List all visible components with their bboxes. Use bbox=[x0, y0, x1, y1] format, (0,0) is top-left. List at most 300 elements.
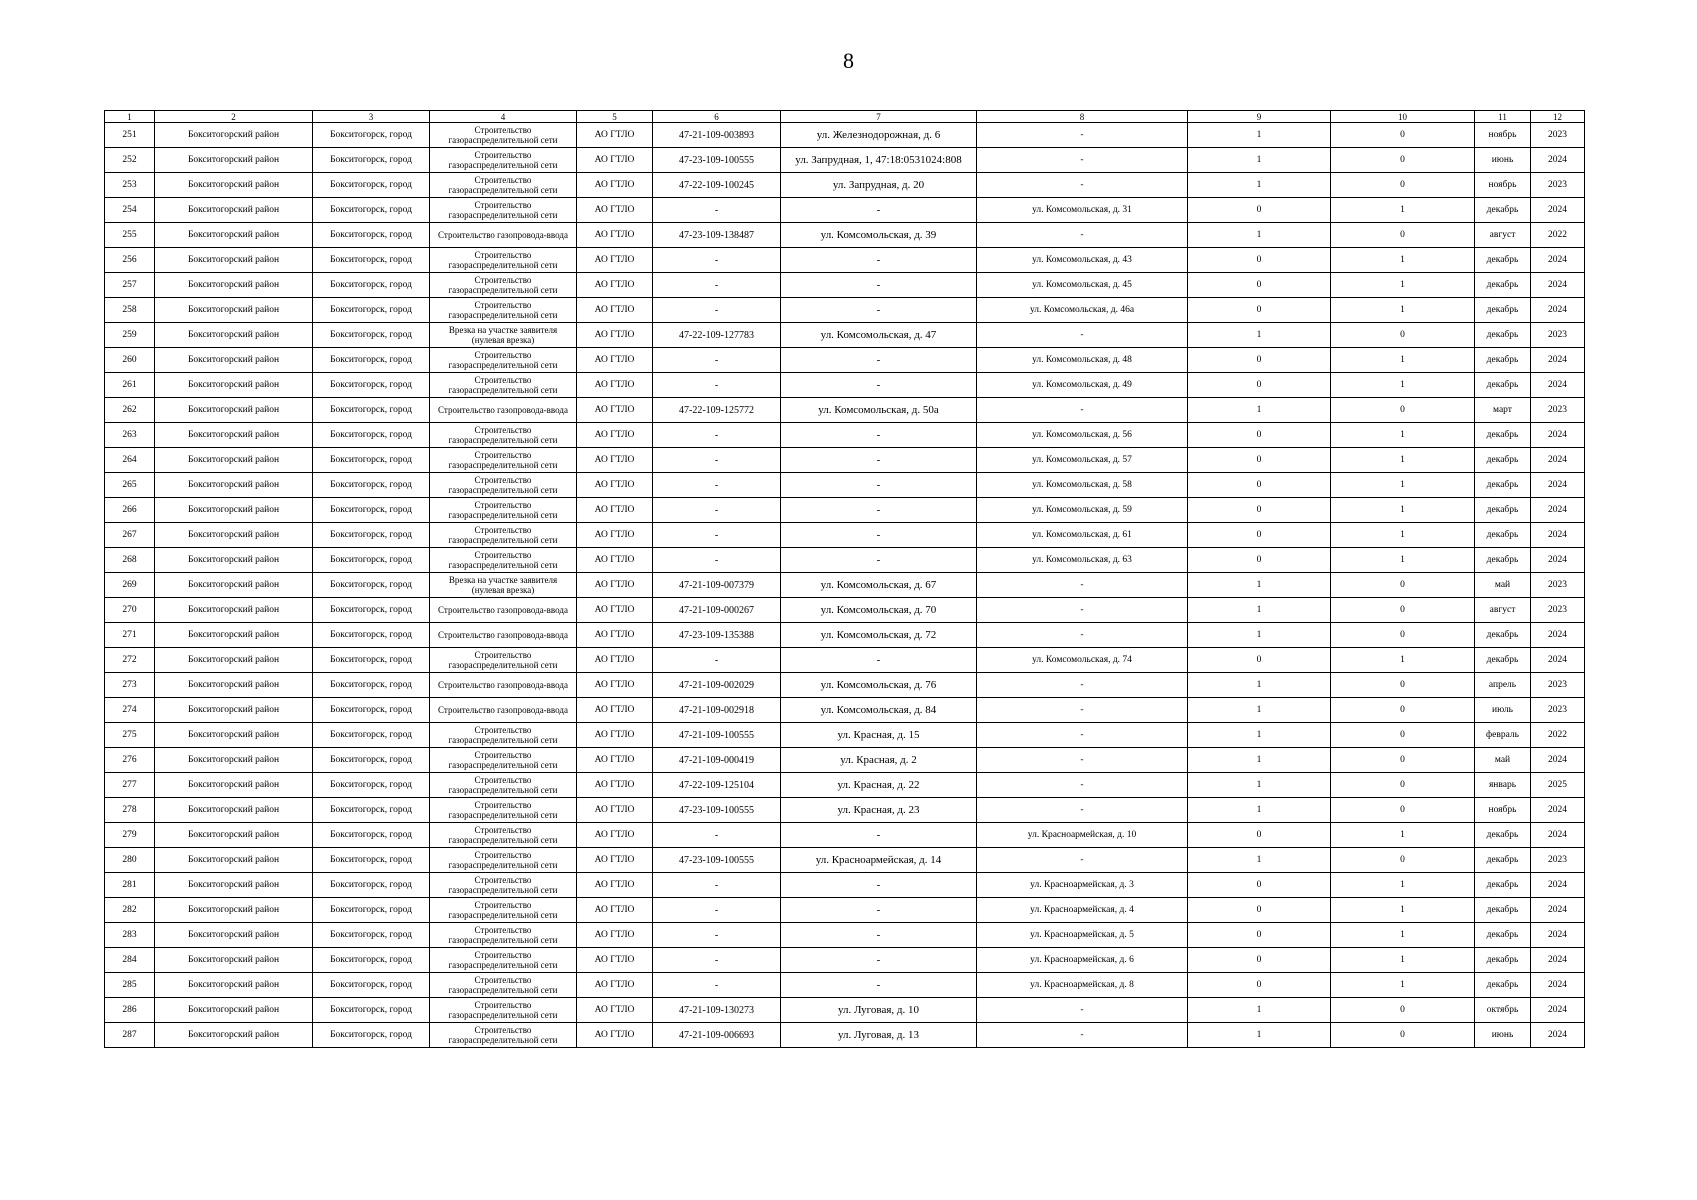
table-row bbox=[105, 248, 1585, 273]
organization-cell: АО ГТЛО bbox=[577, 923, 653, 948]
district-cell: Бокситогорский район bbox=[155, 823, 313, 848]
address-network-cell: - bbox=[977, 623, 1188, 648]
count-cell-9: 1 bbox=[1188, 673, 1331, 698]
address-cell: - bbox=[781, 648, 977, 673]
row-number: 278 bbox=[105, 798, 155, 823]
district-cell: Бокситогорский район bbox=[155, 973, 313, 998]
address-network-cell: ул. Комсомольская, д. 74 bbox=[977, 648, 1188, 673]
count-cell-10: 1 bbox=[1331, 248, 1475, 273]
application-code-cell: 47-22-109-125772 bbox=[653, 398, 781, 423]
district-cell: Бокситогорский район bbox=[155, 998, 313, 1023]
settlement-cell: Бокситогорск, город bbox=[313, 298, 430, 323]
table-row bbox=[105, 998, 1585, 1023]
organization-cell: АО ГТЛО bbox=[577, 248, 653, 273]
count-cell-9: 1 bbox=[1188, 698, 1331, 723]
application-code-cell: - bbox=[653, 273, 781, 298]
application-code-cell: - bbox=[653, 448, 781, 473]
address-network-cell: - bbox=[977, 598, 1188, 623]
month-cell: декабрь bbox=[1475, 523, 1531, 548]
district-cell: Бокситогорский район bbox=[155, 323, 313, 348]
year-cell: 2024 bbox=[1531, 448, 1585, 473]
address-cell: ул. Красная, д. 2 bbox=[781, 748, 977, 773]
table-row bbox=[105, 948, 1585, 973]
work-type-cell: Врезка на участке заявителя (нулевая врезка) bbox=[430, 323, 577, 348]
address-cell: ул. Комсомольская, д. 84 bbox=[781, 698, 977, 723]
count-cell-9: 0 bbox=[1188, 973, 1331, 998]
month-cell: декабрь bbox=[1475, 323, 1531, 348]
settlement-cell: Бокситогорск, город bbox=[313, 448, 430, 473]
settlement-cell: Бокситогорск, город bbox=[313, 123, 430, 148]
address-cell: - bbox=[781, 923, 977, 948]
address-network-cell: ул. Комсомольская, д. 48 bbox=[977, 348, 1188, 373]
address-cell: ул. Железнодорожная, д. 6 bbox=[781, 123, 977, 148]
settlement-cell: Бокситогорск, город bbox=[313, 798, 430, 823]
count-cell-9: 1 bbox=[1188, 223, 1331, 248]
application-code-cell: 47-22-109-125104 bbox=[653, 773, 781, 798]
district-cell: Бокситогорский район bbox=[155, 448, 313, 473]
month-cell: ноябрь bbox=[1475, 123, 1531, 148]
address-network-cell: ул. Красноармейская, д. 8 bbox=[977, 973, 1188, 998]
month-cell: март bbox=[1475, 398, 1531, 423]
count-cell-9: 1 bbox=[1188, 323, 1331, 348]
address-network-cell: - bbox=[977, 223, 1188, 248]
address-network-cell: ул. Красноармейская, д. 6 bbox=[977, 948, 1188, 973]
district-cell: Бокситогорский район bbox=[155, 248, 313, 273]
month-cell: декабрь bbox=[1475, 873, 1531, 898]
address-network-cell: - bbox=[977, 748, 1188, 773]
work-type-cell: Строительство газораспределительной сети bbox=[430, 448, 577, 473]
settlement-cell: Бокситогорск, город bbox=[313, 498, 430, 523]
row-number: 273 bbox=[105, 673, 155, 698]
district-cell: Бокситогорский район bbox=[155, 873, 313, 898]
work-type-cell: Строительство газораспределительной сети bbox=[430, 373, 577, 398]
count-cell-9: 0 bbox=[1188, 823, 1331, 848]
application-code-cell: - bbox=[653, 473, 781, 498]
table-row bbox=[105, 723, 1585, 748]
count-cell-10: 0 bbox=[1331, 398, 1475, 423]
work-type-cell: Строительство газораспределительной сети bbox=[430, 723, 577, 748]
work-type-cell: Строительство газораспределительной сети bbox=[430, 873, 577, 898]
address-network-cell: - bbox=[977, 148, 1188, 173]
address-cell: - bbox=[781, 373, 977, 398]
address-network-cell: ул. Комсомольская, д. 59 bbox=[977, 498, 1188, 523]
table-row bbox=[105, 898, 1585, 923]
year-cell: 2024 bbox=[1531, 548, 1585, 573]
address-network-cell: - bbox=[977, 123, 1188, 148]
work-type-cell: Строительство газораспределительной сети bbox=[430, 798, 577, 823]
count-cell-9: 1 bbox=[1188, 148, 1331, 173]
work-type-cell: Строительство газораспределительной сети bbox=[430, 273, 577, 298]
application-code-cell: 47-21-109-002918 bbox=[653, 698, 781, 723]
row-number: 282 bbox=[105, 898, 155, 923]
count-cell-10: 1 bbox=[1331, 823, 1475, 848]
address-network-cell: - bbox=[977, 573, 1188, 598]
column-header: 8 bbox=[977, 111, 1188, 123]
district-cell: Бокситогорский район bbox=[155, 473, 313, 498]
work-type-cell: Строительство газопровода-ввода bbox=[430, 673, 577, 698]
count-cell-9: 1 bbox=[1188, 998, 1331, 1023]
district-cell: Бокситогорский район bbox=[155, 148, 313, 173]
column-header: 12 bbox=[1531, 111, 1585, 123]
settlement-cell: Бокситогорск, город bbox=[313, 648, 430, 673]
table-row bbox=[105, 973, 1585, 998]
address-network-cell: ул. Комсомольская, д. 58 bbox=[977, 473, 1188, 498]
address-cell: - bbox=[781, 273, 977, 298]
application-code-cell: 47-21-109-006693 bbox=[653, 1023, 781, 1048]
year-cell: 2024 bbox=[1531, 873, 1585, 898]
year-cell: 2024 bbox=[1531, 248, 1585, 273]
district-cell: Бокситогорский район bbox=[155, 723, 313, 748]
year-cell: 2024 bbox=[1531, 623, 1585, 648]
application-code-cell: 47-23-109-100555 bbox=[653, 848, 781, 873]
row-number: 279 bbox=[105, 823, 155, 848]
organization-cell: АО ГТЛО bbox=[577, 448, 653, 473]
table-row bbox=[105, 373, 1585, 398]
month-cell: декабрь bbox=[1475, 473, 1531, 498]
district-cell: Бокситогорский район bbox=[155, 223, 313, 248]
year-cell: 2022 bbox=[1531, 223, 1585, 248]
month-cell: июнь bbox=[1475, 1023, 1531, 1048]
work-type-cell: Строительство газораспределительной сети bbox=[430, 848, 577, 873]
application-code-cell: - bbox=[653, 348, 781, 373]
row-number: 284 bbox=[105, 948, 155, 973]
count-cell-9: 1 bbox=[1188, 723, 1331, 748]
organization-cell: АО ГТЛО bbox=[577, 498, 653, 523]
work-type-cell: Строительство газораспределительной сети bbox=[430, 648, 577, 673]
count-cell-9: 1 bbox=[1188, 623, 1331, 648]
month-cell: декабрь bbox=[1475, 848, 1531, 873]
year-cell: 2024 bbox=[1531, 998, 1585, 1023]
row-number: 271 bbox=[105, 623, 155, 648]
count-cell-9: 1 bbox=[1188, 398, 1331, 423]
table-body bbox=[105, 123, 1585, 1048]
table-row bbox=[105, 498, 1585, 523]
organization-cell: АО ГТЛО bbox=[577, 148, 653, 173]
address-network-cell: ул. Красноармейская, д. 4 bbox=[977, 898, 1188, 923]
organization-cell: АО ГТЛО bbox=[577, 548, 653, 573]
table-row bbox=[105, 773, 1585, 798]
row-number: 256 bbox=[105, 248, 155, 273]
settlement-cell: Бокситогорск, город bbox=[313, 598, 430, 623]
settlement-cell: Бокситогорск, город bbox=[313, 823, 430, 848]
address-cell: ул. Луговая, д. 10 bbox=[781, 998, 977, 1023]
settlement-cell: Бокситогорск, город bbox=[313, 973, 430, 998]
organization-cell: АО ГТЛО bbox=[577, 973, 653, 998]
month-cell: декабрь bbox=[1475, 273, 1531, 298]
organization-cell: АО ГТЛО bbox=[577, 123, 653, 148]
address-cell: ул. Комсомольская, д. 67 bbox=[781, 573, 977, 598]
row-number: 287 bbox=[105, 1023, 155, 1048]
district-cell: Бокситогорский район bbox=[155, 698, 313, 723]
district-cell: Бокситогорский район bbox=[155, 548, 313, 573]
count-cell-9: 0 bbox=[1188, 348, 1331, 373]
count-cell-10: 0 bbox=[1331, 173, 1475, 198]
count-cell-10: 0 bbox=[1331, 323, 1475, 348]
month-cell: декабрь bbox=[1475, 973, 1531, 998]
district-cell: Бокситогорский район bbox=[155, 173, 313, 198]
settlement-cell: Бокситогорск, город bbox=[313, 898, 430, 923]
application-code-cell: - bbox=[653, 973, 781, 998]
settlement-cell: Бокситогорск, город bbox=[313, 623, 430, 648]
work-type-cell: Строительство газораспределительной сети bbox=[430, 998, 577, 1023]
year-cell: 2024 bbox=[1531, 1023, 1585, 1048]
year-cell: 2024 bbox=[1531, 823, 1585, 848]
application-code-cell: - bbox=[653, 198, 781, 223]
year-cell: 2024 bbox=[1531, 498, 1585, 523]
address-network-cell: ул. Комсомольская, д. 56 bbox=[977, 423, 1188, 448]
address-network-cell: - bbox=[977, 173, 1188, 198]
table-row bbox=[105, 648, 1585, 673]
year-cell: 2024 bbox=[1531, 973, 1585, 998]
settlement-cell: Бокситогорск, город bbox=[313, 773, 430, 798]
count-cell-10: 0 bbox=[1331, 1023, 1475, 1048]
application-code-cell: 47-22-109-127783 bbox=[653, 323, 781, 348]
count-cell-10: 1 bbox=[1331, 548, 1475, 573]
count-cell-9: 0 bbox=[1188, 448, 1331, 473]
year-cell: 2023 bbox=[1531, 698, 1585, 723]
year-cell: 2023 bbox=[1531, 173, 1585, 198]
column-header: 5 bbox=[577, 111, 653, 123]
address-network-cell: - bbox=[977, 723, 1188, 748]
organization-cell: АО ГТЛО bbox=[577, 373, 653, 398]
year-cell: 2024 bbox=[1531, 148, 1585, 173]
address-cell: - bbox=[781, 548, 977, 573]
month-cell: май bbox=[1475, 573, 1531, 598]
table-row bbox=[105, 198, 1585, 223]
year-cell: 2023 bbox=[1531, 598, 1585, 623]
work-type-cell: Строительство газопровода-ввода bbox=[430, 598, 577, 623]
month-cell: декабрь bbox=[1475, 423, 1531, 448]
address-network-cell: ул. Красноармейская, д. 3 bbox=[977, 873, 1188, 898]
row-number: 259 bbox=[105, 323, 155, 348]
count-cell-9: 0 bbox=[1188, 923, 1331, 948]
count-cell-10: 1 bbox=[1331, 648, 1475, 673]
address-cell: ул. Комсомольская, д. 39 bbox=[781, 223, 977, 248]
count-cell-10: 0 bbox=[1331, 623, 1475, 648]
table-row bbox=[105, 548, 1585, 573]
month-cell: январь bbox=[1475, 773, 1531, 798]
count-cell-9: 1 bbox=[1188, 773, 1331, 798]
month-cell: ноябрь bbox=[1475, 173, 1531, 198]
application-code-cell: 47-21-109-007379 bbox=[653, 573, 781, 598]
settlement-cell: Бокситогорск, город bbox=[313, 173, 430, 198]
district-cell: Бокситогорский район bbox=[155, 673, 313, 698]
organization-cell: АО ГТЛО bbox=[577, 398, 653, 423]
work-type-cell: Строительство газораспределительной сети bbox=[430, 498, 577, 523]
settlement-cell: Бокситогорск, город bbox=[313, 523, 430, 548]
settlement-cell: Бокситогорск, город bbox=[313, 573, 430, 598]
application-code-cell: 47-21-109-000419 bbox=[653, 748, 781, 773]
organization-cell: АО ГТЛО bbox=[577, 773, 653, 798]
application-code-cell: - bbox=[653, 823, 781, 848]
count-cell-10: 0 bbox=[1331, 673, 1475, 698]
district-cell: Бокситогорский район bbox=[155, 848, 313, 873]
table-row bbox=[105, 223, 1585, 248]
count-cell-10: 0 bbox=[1331, 598, 1475, 623]
address-cell: - bbox=[781, 948, 977, 973]
application-code-cell: - bbox=[653, 248, 781, 273]
table-row bbox=[105, 748, 1585, 773]
district-cell: Бокситогорский район bbox=[155, 948, 313, 973]
work-type-cell: Строительство газораспределительной сети bbox=[430, 173, 577, 198]
address-cell: - bbox=[781, 198, 977, 223]
count-cell-9: 0 bbox=[1188, 473, 1331, 498]
count-cell-10: 1 bbox=[1331, 273, 1475, 298]
address-network-cell: ул. Комсомольская, д. 31 bbox=[977, 198, 1188, 223]
address-cell: ул. Красноармейская, д. 14 bbox=[781, 848, 977, 873]
settlement-cell: Бокситогорск, город bbox=[313, 473, 430, 498]
count-cell-10: 0 bbox=[1331, 723, 1475, 748]
address-cell: - bbox=[781, 498, 977, 523]
year-cell: 2024 bbox=[1531, 798, 1585, 823]
settlement-cell: Бокситогорск, город bbox=[313, 223, 430, 248]
count-cell-9: 0 bbox=[1188, 373, 1331, 398]
district-cell: Бокситогорский район bbox=[155, 273, 313, 298]
row-number: 283 bbox=[105, 923, 155, 948]
settlement-cell: Бокситогорск, город bbox=[313, 348, 430, 373]
address-cell: - bbox=[781, 823, 977, 848]
address-cell: - bbox=[781, 523, 977, 548]
table-row bbox=[105, 298, 1585, 323]
count-cell-9: 0 bbox=[1188, 498, 1331, 523]
application-code-cell: 47-23-109-135388 bbox=[653, 623, 781, 648]
district-cell: Бокситогорский район bbox=[155, 398, 313, 423]
year-cell: 2024 bbox=[1531, 748, 1585, 773]
address-cell: ул. Красная, д. 22 bbox=[781, 773, 977, 798]
work-type-cell: Строительство газораспределительной сети bbox=[430, 748, 577, 773]
organization-cell: АО ГТЛО bbox=[577, 798, 653, 823]
year-cell: 2023 bbox=[1531, 123, 1585, 148]
row-number: 255 bbox=[105, 223, 155, 248]
year-cell: 2022 bbox=[1531, 723, 1585, 748]
work-type-cell: Строительство газораспределительной сети bbox=[430, 348, 577, 373]
work-type-cell: Строительство газопровода-ввода bbox=[430, 398, 577, 423]
row-number: 264 bbox=[105, 448, 155, 473]
address-cell: ул. Запрудная, д. 20 bbox=[781, 173, 977, 198]
address-network-cell: ул. Красноармейская, д. 10 bbox=[977, 823, 1188, 848]
row-number: 253 bbox=[105, 173, 155, 198]
organization-cell: АО ГТЛО bbox=[577, 298, 653, 323]
count-cell-9: 1 bbox=[1188, 598, 1331, 623]
organization-cell: АО ГТЛО bbox=[577, 723, 653, 748]
month-cell: август bbox=[1475, 223, 1531, 248]
column-header: 6 bbox=[653, 111, 781, 123]
count-cell-9: 0 bbox=[1188, 873, 1331, 898]
year-cell: 2024 bbox=[1531, 348, 1585, 373]
row-number: 268 bbox=[105, 548, 155, 573]
organization-cell: АО ГТЛО bbox=[577, 848, 653, 873]
district-cell: Бокситогорский район bbox=[155, 373, 313, 398]
table-row bbox=[105, 848, 1585, 873]
application-code-cell: - bbox=[653, 298, 781, 323]
count-cell-10: 0 bbox=[1331, 798, 1475, 823]
organization-cell: АО ГТЛО bbox=[577, 748, 653, 773]
count-cell-10: 1 bbox=[1331, 373, 1475, 398]
month-cell: декабрь bbox=[1475, 948, 1531, 973]
row-number: 267 bbox=[105, 523, 155, 548]
year-cell: 2024 bbox=[1531, 273, 1585, 298]
application-code-cell: 47-21-109-130273 bbox=[653, 998, 781, 1023]
row-number: 277 bbox=[105, 773, 155, 798]
address-network-cell: - bbox=[977, 673, 1188, 698]
settlement-cell: Бокситогорск, город bbox=[313, 423, 430, 448]
address-network-cell: - bbox=[977, 1023, 1188, 1048]
count-cell-10: 0 bbox=[1331, 773, 1475, 798]
settlement-cell: Бокситогорск, город bbox=[313, 998, 430, 1023]
table-row bbox=[105, 448, 1585, 473]
table-row bbox=[105, 823, 1585, 848]
row-number: 285 bbox=[105, 973, 155, 998]
application-code-cell: - bbox=[653, 523, 781, 548]
application-code-cell: - bbox=[653, 923, 781, 948]
organization-cell: АО ГТЛО bbox=[577, 648, 653, 673]
count-cell-9: 0 bbox=[1188, 548, 1331, 573]
district-cell: Бокситогорский район bbox=[155, 798, 313, 823]
address-network-cell: - bbox=[977, 323, 1188, 348]
application-code-cell: 47-23-109-100555 bbox=[653, 798, 781, 823]
month-cell: декабрь bbox=[1475, 823, 1531, 848]
organization-cell: АО ГТЛО bbox=[577, 623, 653, 648]
settlement-cell: Бокситогорск, город bbox=[313, 548, 430, 573]
address-cell: - bbox=[781, 873, 977, 898]
address-network-cell: - bbox=[977, 398, 1188, 423]
row-number: 257 bbox=[105, 273, 155, 298]
application-code-cell: 47-22-109-100245 bbox=[653, 173, 781, 198]
count-cell-9: 1 bbox=[1188, 573, 1331, 598]
address-network-cell: - bbox=[977, 998, 1188, 1023]
month-cell: декабрь bbox=[1475, 373, 1531, 398]
month-cell: декабрь bbox=[1475, 548, 1531, 573]
count-cell-10: 0 bbox=[1331, 698, 1475, 723]
column-header: 9 bbox=[1188, 111, 1331, 123]
count-cell-9: 0 bbox=[1188, 423, 1331, 448]
month-cell: декабрь bbox=[1475, 923, 1531, 948]
count-cell-9: 0 bbox=[1188, 948, 1331, 973]
row-number: 276 bbox=[105, 748, 155, 773]
month-cell: декабрь bbox=[1475, 623, 1531, 648]
settlement-cell: Бокситогорск, город bbox=[313, 373, 430, 398]
settlement-cell: Бокситогорск, город bbox=[313, 923, 430, 948]
row-number: 275 bbox=[105, 723, 155, 748]
work-type-cell: Строительство газораспределительной сети bbox=[430, 548, 577, 573]
settlement-cell: Бокситогорск, город bbox=[313, 1023, 430, 1048]
column-header: 2 bbox=[155, 111, 313, 123]
count-cell-9: 1 bbox=[1188, 798, 1331, 823]
district-cell: Бокситогорский район bbox=[155, 348, 313, 373]
count-cell-9: 0 bbox=[1188, 648, 1331, 673]
count-cell-9: 0 bbox=[1188, 523, 1331, 548]
count-cell-10: 1 bbox=[1331, 523, 1475, 548]
application-code-cell: - bbox=[653, 498, 781, 523]
column-header: 4 bbox=[430, 111, 577, 123]
organization-cell: АО ГТЛО bbox=[577, 223, 653, 248]
address-network-cell: ул. Комсомольская, д. 57 bbox=[977, 448, 1188, 473]
table-row bbox=[105, 573, 1585, 598]
work-type-cell: Строительство газораспределительной сети bbox=[430, 148, 577, 173]
count-cell-9: 1 bbox=[1188, 173, 1331, 198]
settlement-cell: Бокситогорск, город bbox=[313, 198, 430, 223]
address-network-cell: ул. Комсомольская, д. 43 bbox=[977, 248, 1188, 273]
settlement-cell: Бокситогорск, город bbox=[313, 948, 430, 973]
count-cell-10: 1 bbox=[1331, 498, 1475, 523]
year-cell: 2024 bbox=[1531, 298, 1585, 323]
settlement-cell: Бокситогорск, город bbox=[313, 848, 430, 873]
count-cell-10: 1 bbox=[1331, 448, 1475, 473]
year-cell: 2023 bbox=[1531, 673, 1585, 698]
year-cell: 2024 bbox=[1531, 648, 1585, 673]
row-number: 281 bbox=[105, 873, 155, 898]
count-cell-9: 0 bbox=[1188, 248, 1331, 273]
